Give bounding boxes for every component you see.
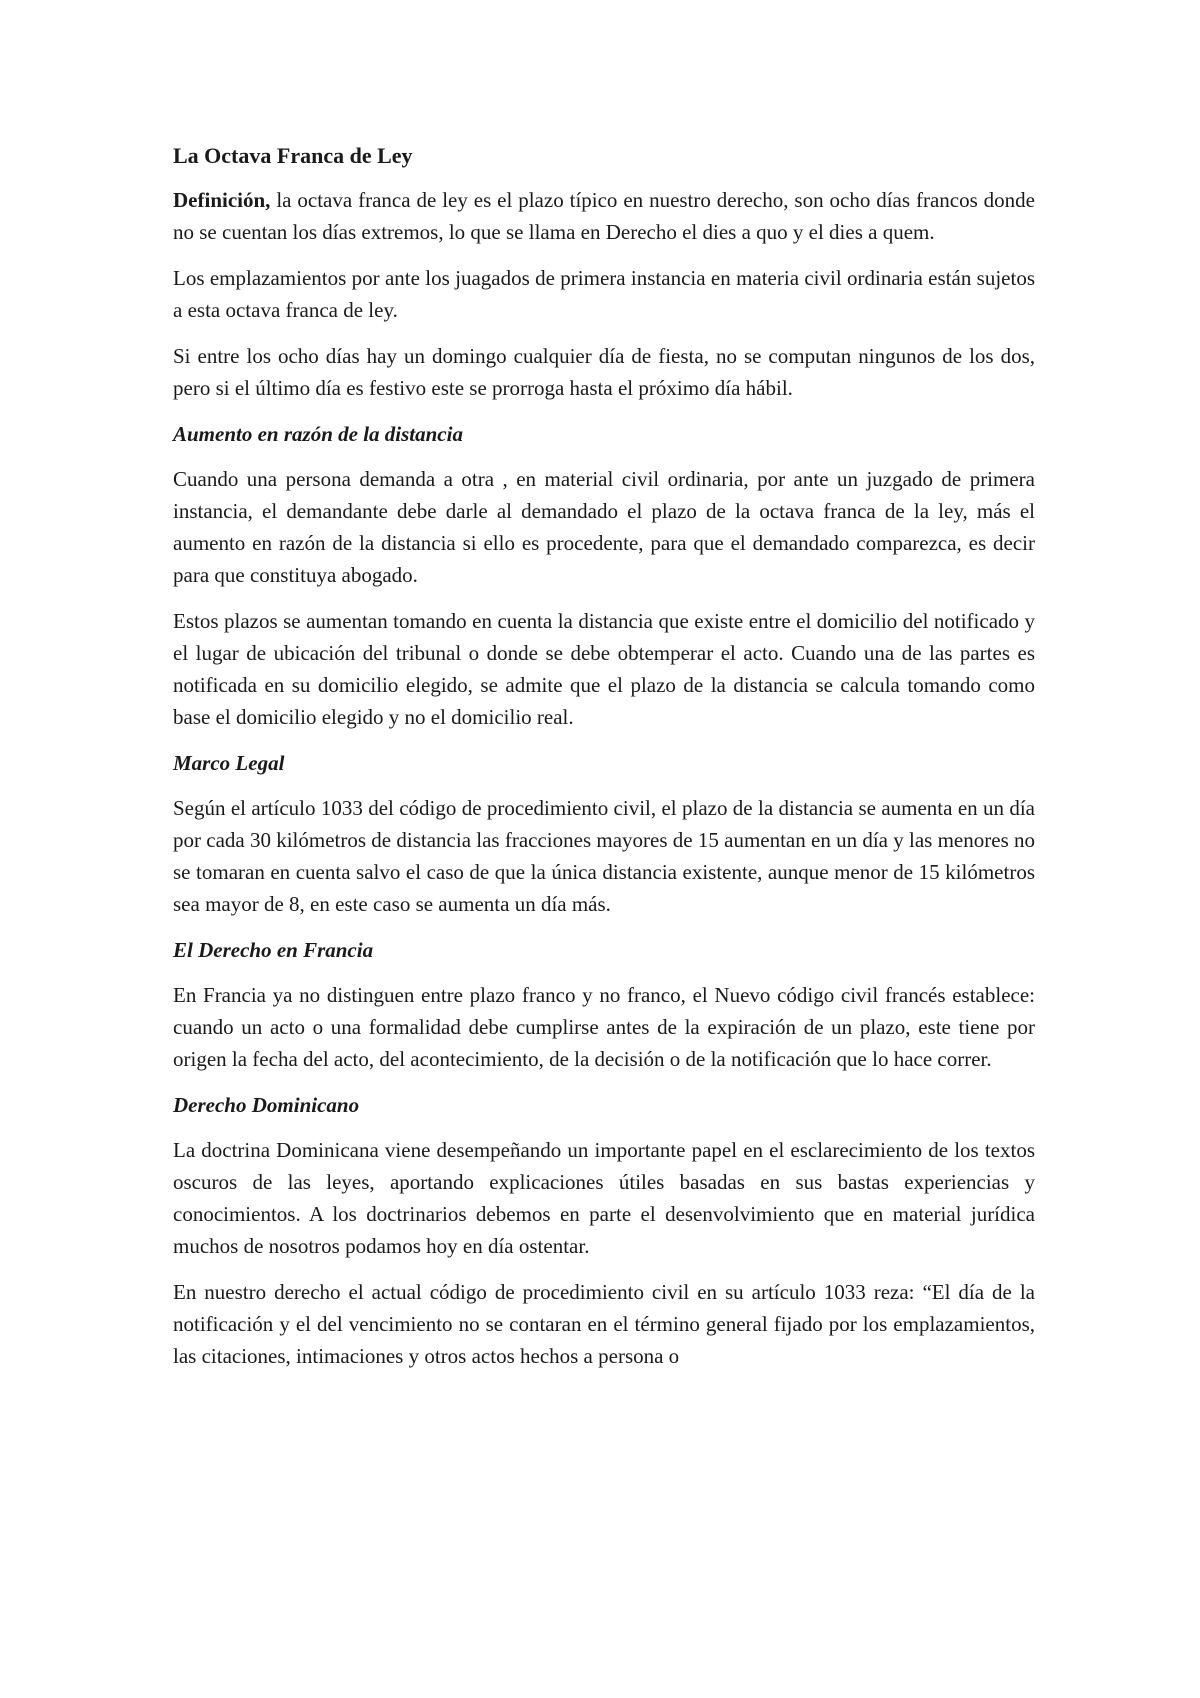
section-heading-marco-legal: Marco Legal xyxy=(173,751,285,775)
definition-text: la octava franca de ley es el plazo típico en nuestro derecho, son ocho días francos donde no se cuentan los días extremos, lo que se llama en Derecho el dies a quo y el dies a quem. xyxy=(173,188,1035,244)
document-title: La Octava Franca de Ley xyxy=(173,143,413,168)
definition-lead: Definición, xyxy=(173,188,271,212)
section-heading-aumento: Aumento en razón de la distancia xyxy=(173,422,463,446)
section-paragraph: En Francia ya no distinguen entre plazo franco y no franco, el Nuevo código civil francés establece: cuando un acto o una formalidad debe cumplirse antes de la expiración de un plazo, este tiene por origen la fecha del acto, del acontecimiento, de la decisión o de la notificación que lo hace correr. xyxy=(173,983,1035,1071)
intro-paragraph: Si entre los ocho días hay un domingo cualquier día de fiesta, no se computan ningunos de los dos, pero si el último día es festivo este se prorroga hasta el próximo día hábil. xyxy=(173,344,1035,400)
section-paragraph: Cuando una persona demanda a otra , en material civil ordinaria, por ante un juzgado de primera instancia, el demandante debe darle al demandado el plazo de la octava franca de la ley, más el aumento en razón de la distancia si ello es procedente, para que el demandado comparezca, es decir para que constituya abogado. xyxy=(173,467,1035,587)
section-heading-derecho-dominicano: Derecho Dominicano xyxy=(173,1093,360,1117)
intro-paragraph: Los emplazamientos por ante los juagados de primera instancia en materia civil ordinaria están sujetos a esta octava franca de ley. xyxy=(173,266,1035,322)
section-paragraph: En nuestro derecho el actual código de procedimiento civil en su artículo 1033 reza: “El día de la notificación y el del vencimiento no se contaran en el término general fijado por los emplazamientos, las citaciones, intimaciones y otros actos hechos a persona o xyxy=(173,1280,1035,1368)
section-heading-derecho-francia: El Derecho en Francia xyxy=(173,938,374,962)
section-paragraph: La doctrina Dominicana viene desempeñando un importante papel en el esclarecimiento de los textos oscuros de las leyes, aportando explicaciones útiles basadas en sus bastas experiencias y conocimientos. A los doctrinarios debemos en parte el desenvolvimiento que en material jurídica muchos de nosotros podamos hoy en día ostentar. xyxy=(173,1138,1035,1258)
document-page xyxy=(173,140,1035,1386)
section-paragraph: Estos plazos se aumentan tomando en cuenta la distancia que existe entre el domicilio del notificado y el lugar de ubicación del tribunal o donde se debe obtemperar el acto. Cuando una de las partes es notificada en su domicilio elegido, se admite que el plazo de la distancia se calcula tomando como base el domicilio elegido y no el domicilio real. xyxy=(173,609,1035,729)
definition-paragraph xyxy=(173,184,1035,248)
section-paragraph: Según el artículo 1033 del código de procedimiento civil, el plazo de la distancia se aumenta en un día por cada 30 kilómetros de distancia las fracciones mayores de 15 aumentan en un día y las menores no se tomaran en cuenta salvo el caso de que la única distancia existente, aunque menor de 15 kilómetros sea mayor de 8, en este caso se aumenta un día más. xyxy=(173,796,1035,916)
